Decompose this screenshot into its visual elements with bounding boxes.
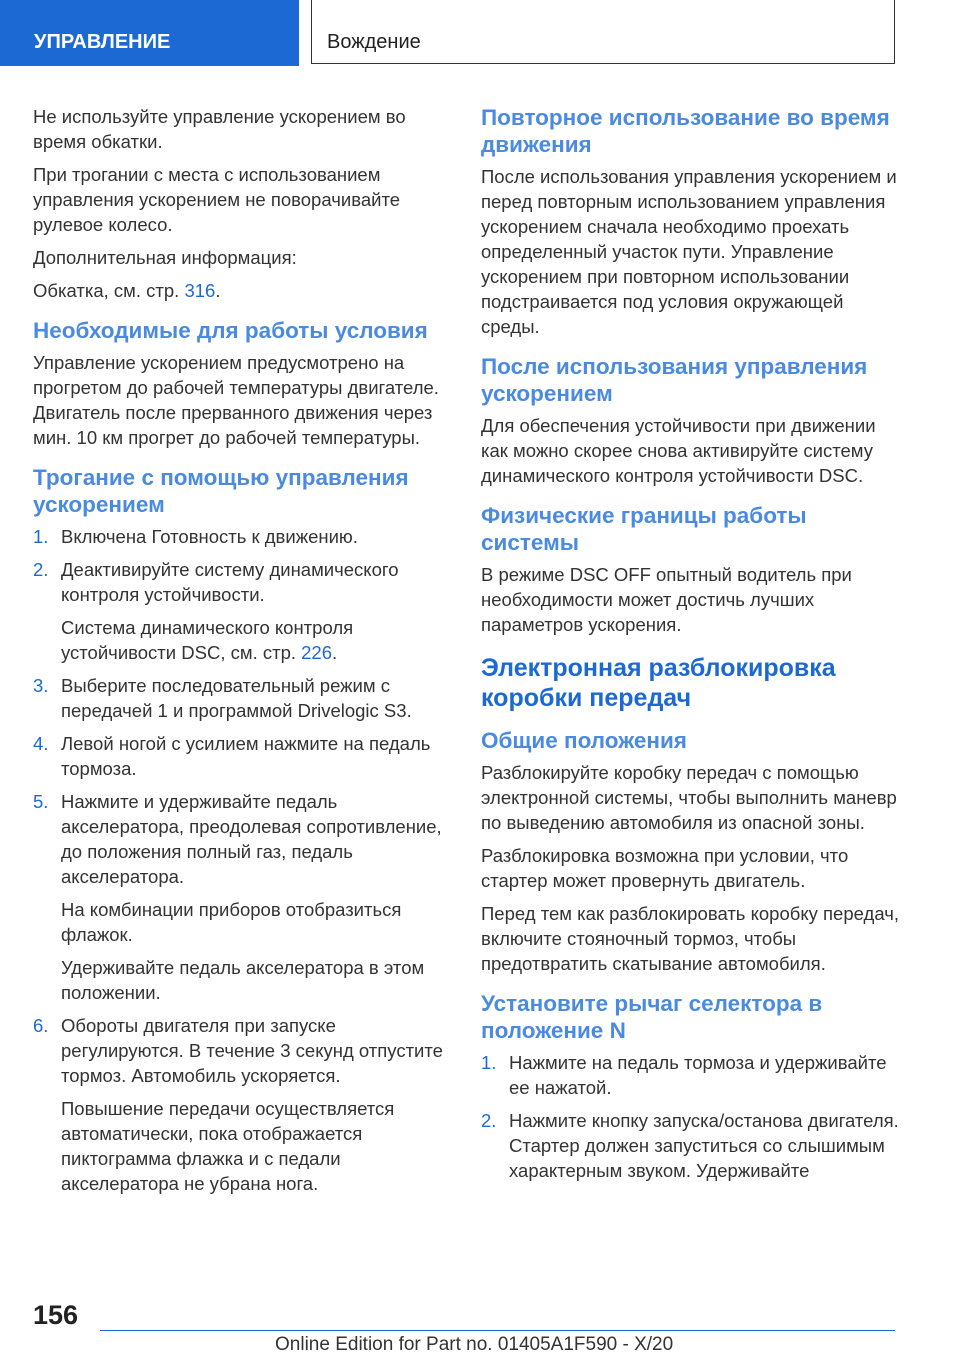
paragraph: Разблокировка возможна при условии, что стартер может провернуть двигатель. — [481, 845, 849, 891]
list-item — [481, 1108, 899, 1183]
footer-divider — [100, 1330, 895, 1331]
list-item — [33, 789, 451, 1005]
heading-general: Общие положения — [481, 728, 687, 753]
step-note: На комбинации приборов отобразиться флажок. — [61, 899, 402, 945]
paragraph: Перед тем как разблокировать коробку передач, включите стояночный тормоз, чтобы предотвратить скатывание автомобиля. — [481, 903, 899, 974]
step-number: 2. — [33, 559, 49, 580]
heading-limits: Физические границы работы системы — [481, 503, 807, 555]
step-number: 3. — [33, 675, 49, 696]
punctuation: . — [332, 642, 338, 663]
chapter-title: Вождение — [311, 0, 895, 64]
step-text: Обороты двигателя при запуске регулируются. В течение 3 секунд отпустите тормоз. Автомобиль ускоряется. — [61, 1015, 443, 1086]
page-reference-link[interactable]: 226 — [301, 642, 333, 663]
reference-text: Обкатка, см. стр. — [33, 280, 185, 301]
footer-edition: Online Edition for Part no. 01405A1F590 - X/20 — [275, 1334, 674, 1355]
step-number: 4. — [33, 733, 49, 754]
page-header — [0, 0, 960, 66]
step-number: 1. — [33, 526, 49, 547]
paragraph: При трогании с места с использованием управления ускорением не поворачивайте рулевое колесо. — [33, 164, 401, 235]
step-text: Левой ногой с усилием нажмите на педаль тормоза. — [61, 733, 431, 779]
step-number: 1. — [481, 1052, 497, 1073]
step-text: Выберите последовательный режим с передачей 1 и программой Drivelogic S3. — [61, 675, 412, 721]
list-item — [481, 1050, 899, 1100]
section-tab: УПРАВЛЕНИЕ — [0, 0, 299, 66]
page-reference-link[interactable]: 316 — [184, 280, 216, 301]
right-column — [481, 104, 899, 1191]
list-item — [33, 557, 451, 665]
steps-list — [481, 1050, 899, 1183]
step-note: Удерживайте педаль акселератора в этом положении. — [61, 957, 425, 1003]
step-number: 5. — [33, 791, 49, 812]
heading-repeat: Повторное использование во время движения — [481, 105, 890, 157]
step-number: 2. — [481, 1110, 497, 1131]
paragraph: Управление ускорением предусмотрено на прогретом до рабочей температуры двигателе. Двигатель после прерванного движения через мин. 10 км прогрет до рабочей температуры. — [33, 352, 439, 448]
paragraph: Разблокируйте коробку передач с помощью электронной системы, чтобы выполнить маневр по выведению автомобиля из опасной зоны. — [481, 762, 897, 833]
heading-after: После использования управления ускорением — [481, 354, 868, 406]
reference-text: Система динамического контроля устойчивости DSC, см. стр. — [61, 617, 354, 663]
punctuation: . — [215, 280, 221, 301]
paragraph — [33, 278, 451, 303]
paragraph: Не используйте управление ускорением во время обкатки. — [33, 106, 406, 152]
paragraph: После использования управления ускорением и перед повторным использованием управления ускорением сначала необходимо проехать определенный участок пути. Управление ускорением при повторном использовании подстраивается под условия окружающей среды. — [481, 166, 897, 337]
step-number: 6. — [33, 1015, 49, 1036]
list-item — [33, 524, 451, 549]
heading-conditions: Необходимые для работы условия — [33, 318, 428, 343]
list-item — [33, 731, 451, 781]
step-text: Включена Готовность к движению. — [61, 526, 358, 547]
step-note — [61, 615, 451, 665]
list-item — [33, 1013, 451, 1196]
heading-selector: Установите рычаг селектора в положение N — [481, 991, 823, 1043]
step-text: Нажмите и удерживайте педаль акселератора, преодолевая сопротивление, до положения полный газ, педаль акселератора. — [61, 791, 442, 887]
steps-list — [33, 524, 451, 1196]
paragraph: В режиме DSC OFF опытный водитель при необходимости может достичь лучших параметров ускорения. — [481, 564, 852, 635]
step-note: Повышение передачи осуществляется автоматически, пока отображается пиктограмма флажка и с педали акселератора не убрана нога. — [61, 1098, 395, 1194]
left-column — [33, 104, 451, 1204]
step-text: Нажмите кнопку запуска/останова двигателя. Стартер должен запуститься со слышимым характерным звуком. Удерживайте — [509, 1110, 899, 1181]
list-item — [33, 673, 451, 723]
step-text: Деактивируйте систему динамического контроля устойчивости. — [61, 559, 399, 605]
heading-unlock: Электронная разблокировка коробки передач — [481, 654, 836, 712]
heading-start: Трогание с помощью управления ускорением — [33, 465, 409, 517]
page-number: 156 — [33, 1300, 79, 1330]
paragraph: Дополнительная информация: — [33, 247, 297, 268]
paragraph: Для обеспечения устойчивости при движении как можно скорее снова активируйте систему динамического контроля устойчивости DSC. — [481, 415, 876, 486]
step-text: Нажмите на педаль тормоза и удерживайте ее нажатой. — [509, 1052, 887, 1098]
